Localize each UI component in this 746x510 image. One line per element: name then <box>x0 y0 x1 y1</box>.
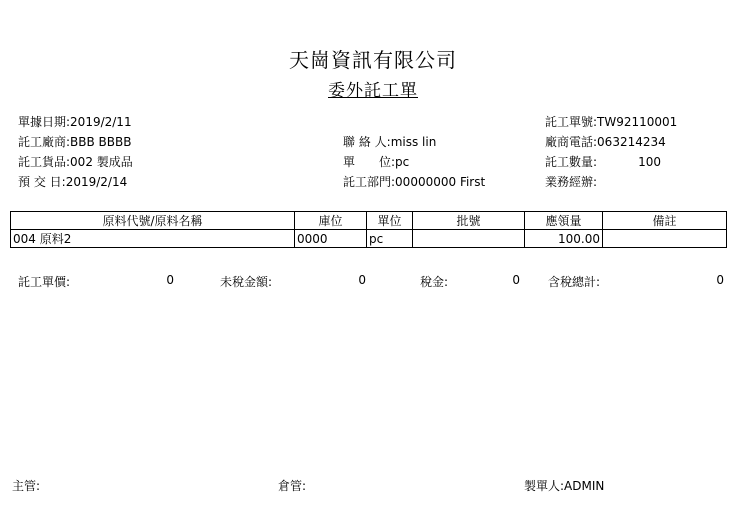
tax-label: 稅金: <box>420 275 449 289</box>
warehouse-signature: 倉管: <box>278 479 307 493</box>
total-value: 0 <box>716 273 724 287</box>
info-vendor: 託工廠商:BBB BBBB <box>18 135 132 149</box>
total-label: 含稅總計: <box>548 275 601 289</box>
col-header-unit: 單位 <box>367 212 413 230</box>
pretax-value: 0 <box>358 273 366 287</box>
info-due-date: 預 交 日:2019/2/14 <box>18 175 128 189</box>
table-header-row <box>11 212 727 230</box>
cell-remarks <box>603 230 727 248</box>
maker-signature: 製單人:ADMIN <box>524 479 605 493</box>
unit-price-value: 0 <box>166 273 174 287</box>
materials-table <box>10 211 727 248</box>
info-quantity: 託工數量: 100 <box>545 155 662 169</box>
cell-material: 004 原料2 <box>11 230 295 248</box>
supervisor-signature: 主管: <box>12 479 41 493</box>
info-order-no: 託工單號:TW92110001 <box>545 115 678 129</box>
col-header-batch: 批號 <box>413 212 525 230</box>
cell-required-qty: 100.00 <box>525 230 603 248</box>
info-contact: 聯 絡 人:miss lin <box>343 135 437 149</box>
cell-location: 0000 <box>295 230 367 248</box>
info-unit: 單 位:pc <box>343 155 410 169</box>
tax-value: 0 <box>512 273 520 287</box>
info-doc-date: 單據日期:2019/2/11 <box>18 115 132 129</box>
pretax-label: 未稅金額: <box>220 275 273 289</box>
col-header-remarks: 備註 <box>603 212 727 230</box>
info-department: 託工部門:00000000 First <box>343 175 486 189</box>
unit-price-label: 託工單價: <box>18 275 71 289</box>
col-header-location: 庫位 <box>295 212 367 230</box>
table-row <box>11 230 727 248</box>
company-name: 天崗資訊有限公司 <box>289 48 457 72</box>
document-title: 委外託工單 <box>328 81 418 101</box>
info-product: 託工貨品:002 製成品 <box>18 155 133 169</box>
col-header-material: 原料代號/原料名稱 <box>11 212 295 230</box>
col-header-required-qty: 應領量 <box>525 212 603 230</box>
info-sales-rep: 業務經辦: <box>545 175 598 189</box>
info-vendor-phone: 廠商電話:063214234 <box>545 135 666 149</box>
cell-unit: pc <box>367 230 413 248</box>
cell-batch <box>413 230 525 248</box>
